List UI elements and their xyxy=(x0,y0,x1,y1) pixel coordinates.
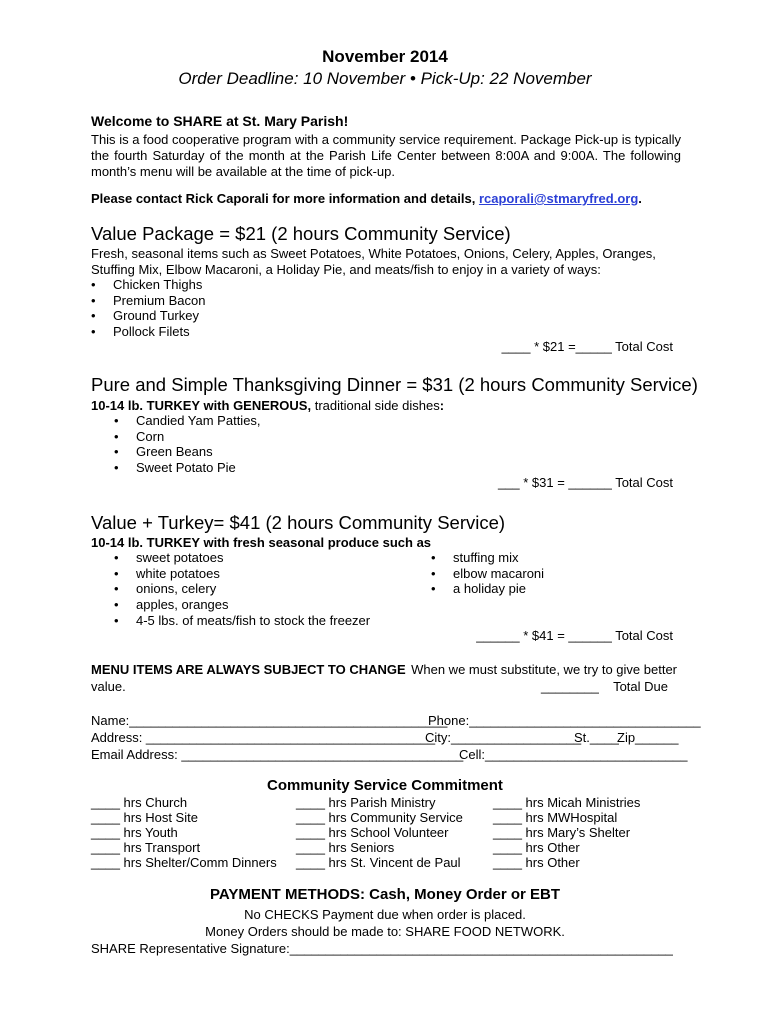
service-item: ____ hrs Host Site xyxy=(91,810,198,825)
list-item: • Sweet Potato Pie xyxy=(114,460,261,476)
email-field[interactable]: Email Address: _______________________________________ xyxy=(91,747,464,762)
substitute-notice-cont: value. xyxy=(91,679,126,694)
value-turkey-list-right xyxy=(431,550,544,597)
value-turkey-heading: Value + Turkey= $41 (2 hours Community Service) xyxy=(91,512,506,533)
service-column-3 xyxy=(493,795,640,870)
list-item: • Corn xyxy=(114,429,261,445)
list-item: • elbow macaroni xyxy=(431,566,544,582)
service-item: ____ hrs Community Service xyxy=(296,810,463,825)
list-item: • Pollock Filets xyxy=(91,324,205,340)
service-item: ____ hrs MWHospital xyxy=(493,810,618,825)
value-package-desc-2: Stuffing Mix, Elbow Macaroni, a Holiday Pie, and meats/fish to enjoy in a variety of ways: xyxy=(91,262,601,277)
service-item: ____ hrs Youth xyxy=(91,825,178,840)
thanksgiving-list xyxy=(114,413,261,476)
contact-text: Please contact Rick Caporali for more information and details, xyxy=(91,191,479,206)
list-item: • sweet potatoes xyxy=(114,550,370,566)
service-item: ____ hrs Other xyxy=(493,855,580,870)
intro-paragraph: This is a food cooperative program with a community service requirement. Package Pick-up is typically the fourth Saturday of the month at the Parish Life Center between 8:00A and 9:00A. The following month’s menu will be available at the time of pick-up. xyxy=(91,132,681,179)
service-item: ____ hrs Parish Ministry xyxy=(296,795,436,810)
service-item: ____ hrs Transport xyxy=(91,840,201,855)
list-item: • 4-5 lbs. of meats/fish to stock the freezer xyxy=(114,613,370,629)
service-item: ____ hrs Other xyxy=(493,840,580,855)
list-item: • Premium Bacon xyxy=(91,293,205,309)
value-turkey-list-left xyxy=(114,550,370,629)
list-item: • onions, celery xyxy=(114,581,370,597)
contact-end: . xyxy=(638,191,642,206)
address-field[interactable]: Address: ________________________________________ xyxy=(91,730,436,745)
list-item: • stuffing mix xyxy=(431,550,544,566)
list-item: • apples, oranges xyxy=(114,597,370,613)
phone-field[interactable]: Phone:________________________________ xyxy=(428,713,701,728)
menu-change-notice: MENU ITEMS ARE ALWAYS SUBJECT TO CHANGE xyxy=(91,662,406,677)
cell-field[interactable]: Cell:____________________________ xyxy=(459,747,688,762)
service-heading: Community Service Commitment xyxy=(267,777,503,794)
value-package-heading: Value Package = $21 (2 hours Community Service) xyxy=(91,223,511,244)
signature-field[interactable]: SHARE Representative Signature:_____________________________________________________ xyxy=(91,941,673,956)
service-item: ____ hrs School Volunteer xyxy=(296,825,449,840)
service-item: ____ hrs Seniors xyxy=(296,840,395,855)
payment-line-1: No CHECKS Payment due when order is placed. xyxy=(244,907,526,922)
city-field[interactable]: City:__________________ xyxy=(425,730,582,745)
value-package-list xyxy=(91,277,205,340)
payment-line-2: Money Orders should be made to: SHARE FOOD NETWORK. xyxy=(205,924,565,939)
name-field[interactable]: Name:____________________________________________ xyxy=(91,713,448,728)
payment-heading: PAYMENT METHODS: Cash, Money Order or EBT xyxy=(209,886,561,903)
thanksgiving-desc-bold: 10-14 lb. TURKEY with GENEROUS, xyxy=(91,398,312,413)
list-item: • Ground Turkey xyxy=(91,308,205,324)
thanksgiving-desc-normal: traditional side dishes xyxy=(311,398,440,413)
value-package-cost: ____ * $21 =_____ Total Cost xyxy=(501,339,673,354)
state-field[interactable]: St.____ xyxy=(574,730,619,745)
service-item: ____ hrs Micah Ministries xyxy=(493,795,641,810)
thanksgiving-heading: Pure and Simple Thanksgiving Dinner = $31 (2 hours Community Service) xyxy=(91,374,698,395)
service-item: ____ hrs Shelter/Comm Dinners xyxy=(91,855,277,870)
service-column-1 xyxy=(91,795,277,870)
welcome-heading: Welcome to SHARE at St. Mary Parish! xyxy=(91,113,349,129)
zip-field[interactable]: Zip______ xyxy=(617,730,679,745)
value-package-desc-1: Fresh, seasonal items such as Sweet Potatoes, White Potatoes, Onions, Celery, Apples, Oranges, xyxy=(91,246,656,261)
page-title: November 2014 xyxy=(322,47,448,66)
contact-email-link[interactable]: rcaporali@stmaryfred.org xyxy=(478,191,639,206)
service-item: ____ hrs Mary’s Shelter xyxy=(493,825,631,840)
page-subtitle: Order Deadline: 10 November • Pick-Up: 22 November xyxy=(178,69,592,88)
value-turkey-desc: 10-14 lb. TURKEY with fresh seasonal produce such as xyxy=(91,535,432,550)
total-due: ________ Total Due xyxy=(541,679,668,694)
service-column-2 xyxy=(296,795,463,870)
contact-line xyxy=(91,191,642,207)
list-item: • a holiday pie xyxy=(431,581,544,597)
service-item: ____ hrs St. Vincent de Paul xyxy=(296,855,461,870)
list-item: • Candied Yam Patties, xyxy=(114,413,261,429)
substitute-notice: When we must substitute, we try to give better xyxy=(411,662,677,677)
thanksgiving-desc-colon: : xyxy=(439,398,445,413)
thanksgiving-cost: ___ * $31 = ______ Total Cost xyxy=(497,475,673,490)
list-item: • white potatoes xyxy=(114,566,370,582)
thanksgiving-desc xyxy=(91,398,444,414)
service-item: ____ hrs Church xyxy=(91,795,188,810)
value-turkey-cost: ______ * $41 = ______ Total Cost xyxy=(476,628,673,643)
list-item: • Chicken Thighs xyxy=(91,277,205,293)
list-item: • Green Beans xyxy=(114,444,261,460)
